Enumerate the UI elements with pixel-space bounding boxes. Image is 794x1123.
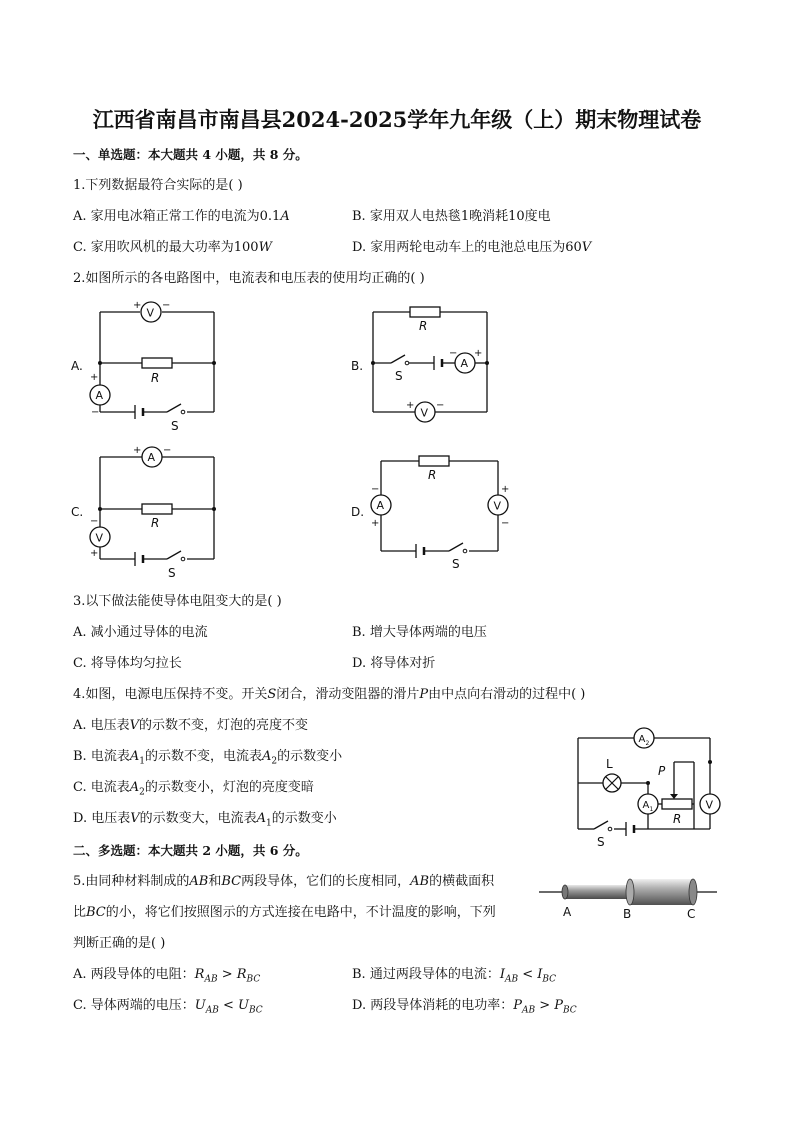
q5-d-symbol1: P bbox=[513, 998, 522, 1013]
q5-b-sub2: BC bbox=[542, 974, 557, 985]
switch-label: S bbox=[171, 419, 179, 433]
minus-sign: − bbox=[501, 518, 510, 529]
q5-d-sub2: BC bbox=[563, 1005, 577, 1016]
resistor-label: R bbox=[428, 468, 437, 482]
q1-option-d[interactable] bbox=[352, 240, 591, 256]
ammeter-symbol: A bbox=[376, 499, 385, 512]
q1-stem: 1.下列数据最符合实际的是( ) bbox=[73, 178, 243, 193]
q5-l1-part2: 和 bbox=[208, 874, 222, 889]
ammeter-symbol: A bbox=[147, 451, 156, 464]
q2-circuit-d[interactable] bbox=[345, 448, 515, 573]
plus-sign: + bbox=[501, 484, 510, 495]
q4-d-part3: 的示数变小 bbox=[271, 811, 337, 826]
q4-b-sub1: 1 bbox=[139, 756, 145, 767]
resistor-label: R bbox=[151, 371, 160, 385]
q4-option-c[interactable] bbox=[73, 780, 314, 801]
q4-stem-switch: S bbox=[267, 687, 277, 702]
minus-sign: − bbox=[371, 484, 380, 495]
q4-option-d[interactable] bbox=[73, 811, 337, 832]
q1-d-unit: V bbox=[581, 240, 592, 255]
q4-a-part2: 的示数不变，灯泡的亮度不变 bbox=[139, 718, 309, 733]
q5-b-symbol1: I bbox=[499, 967, 505, 982]
q3-option-b[interactable]: B. 增大导体两端的电压 bbox=[352, 625, 487, 640]
switch-label: S bbox=[597, 835, 605, 849]
q4-a-part1: A. 电压表 bbox=[73, 718, 130, 733]
minus-sign: − bbox=[436, 400, 445, 411]
q4-b-ammeter1: A bbox=[129, 749, 140, 764]
q1-d-text: D. 家用两轮电动车上的电池总电压为 bbox=[352, 240, 566, 255]
q1-a-unit: A bbox=[280, 209, 290, 224]
voltmeter-symbol: V bbox=[420, 406, 429, 420]
q4-d-part1: D. 电压表 bbox=[73, 811, 131, 826]
resistor-icon bbox=[419, 456, 449, 466]
plus-sign: + bbox=[133, 300, 142, 311]
q5-l1-part3: 两段导体，它们的长度相同， bbox=[241, 874, 411, 889]
q4-d-sub: 1 bbox=[266, 818, 272, 829]
q4-d-voltmeter: V bbox=[130, 811, 140, 826]
q5-stem-line1 bbox=[73, 874, 494, 890]
q1-a-text: A. 家用电冰箱正常工作的电流为 bbox=[73, 209, 260, 224]
q5-l2-part2: 的小，将它们按照图示的方式连接在电路中，不计温度的影响，下列 bbox=[105, 905, 496, 920]
ammeter-a1-symbol: A bbox=[642, 800, 650, 811]
q5-stem-line3: 判断正确的是( ) bbox=[73, 936, 166, 951]
resistor-icon bbox=[142, 358, 172, 368]
q5-option-d[interactable] bbox=[352, 998, 577, 1019]
q5-option-c[interactable] bbox=[73, 998, 263, 1019]
q1-d-value: 60 bbox=[565, 240, 582, 255]
q3-option-a[interactable]: A. 减小通过导体的电流 bbox=[73, 625, 208, 640]
q1-b-rest: 晚消耗 bbox=[469, 209, 509, 224]
q5-c-symbol2: U bbox=[238, 998, 249, 1013]
q1-option-a[interactable] bbox=[73, 209, 290, 225]
q5-l2-part1: 比 bbox=[73, 905, 87, 920]
q1-b-rest2: 度电 bbox=[524, 209, 551, 224]
q4-circuit-figure bbox=[570, 724, 730, 852]
q1-option-b[interactable] bbox=[352, 209, 551, 225]
switch-label: S bbox=[452, 557, 460, 571]
q4-c-ammeter: A bbox=[129, 780, 140, 795]
slider-label: P bbox=[658, 764, 666, 778]
minus-sign: − bbox=[90, 516, 99, 527]
q1-c-text: C. 家用吹风机的最大功率为 bbox=[73, 240, 234, 255]
q4-c-sub: 2 bbox=[139, 787, 145, 798]
q5-c-symbol1: U bbox=[194, 998, 206, 1013]
q5-d-text: D. 两段导体消耗的电功率： bbox=[352, 998, 514, 1013]
page-title: 江西省南昌市南昌县2024-2025学年九年级（上）期末物理试卷 bbox=[92, 107, 702, 132]
q1-c-unit: W bbox=[258, 240, 272, 255]
switch-label: S bbox=[168, 566, 176, 580]
q5-a-sub1: AB bbox=[204, 974, 218, 985]
q4-d-part2: 的示数变大，电流表 bbox=[139, 811, 257, 826]
q2-circuit-a[interactable] bbox=[65, 296, 235, 436]
ammeter-a2-symbol: A bbox=[638, 734, 646, 745]
q5-option-b[interactable] bbox=[352, 967, 556, 988]
plus-sign: + bbox=[371, 518, 380, 529]
q1-c-value: 100 bbox=[233, 240, 259, 255]
rheostat-icon bbox=[662, 799, 692, 809]
q4-stem-part1: 4.如图，电源电压保持不变。开关 bbox=[73, 687, 268, 702]
q5-l1-ab: AB bbox=[189, 874, 209, 889]
q5-d-symbol2: P bbox=[554, 998, 564, 1013]
q5-a-symbol2: R bbox=[236, 967, 247, 982]
q5-c-text: C. 导体两端的电压： bbox=[73, 998, 195, 1013]
rheostat-label: R bbox=[673, 812, 682, 826]
plus-sign: + bbox=[133, 445, 142, 456]
q5-l2-bc: BC bbox=[86, 905, 106, 920]
q3-option-c[interactable]: C. 将导体均匀拉长 bbox=[73, 656, 182, 671]
q3-option-d[interactable]: D. 将导体对折 bbox=[352, 656, 436, 671]
q1-a-value: 0.1 bbox=[259, 209, 281, 224]
q3-stem: 3.以下做法能使导体电阻变大的是( ) bbox=[73, 594, 282, 609]
q4-b-sub2: 2 bbox=[271, 756, 278, 767]
q4-b-ammeter2: A bbox=[261, 749, 272, 764]
q2-circuit-b[interactable] bbox=[345, 296, 515, 426]
section-heading-multiple-choice: 二、多选题：本大题共 2 小题，共 6 分。 bbox=[73, 843, 308, 858]
resistor-label: R bbox=[151, 516, 160, 530]
plus-sign: + bbox=[474, 348, 483, 359]
minus-sign: − bbox=[91, 407, 100, 418]
point-a-label: A bbox=[563, 905, 572, 919]
plus-sign: + bbox=[406, 400, 415, 411]
section-heading-single-choice: 一、单选题：本大题共 4 小题，共 8 分。 bbox=[73, 147, 308, 162]
resistor-label: R bbox=[419, 319, 428, 333]
q2-circuit-c[interactable] bbox=[65, 442, 235, 582]
switch-label: S bbox=[395, 369, 403, 383]
q5-l1-part1: 5.由同种材料制成的 bbox=[73, 874, 190, 889]
minus-sign: − bbox=[449, 348, 458, 359]
q5-conductor-figure bbox=[535, 872, 725, 922]
q1-option-c[interactable] bbox=[73, 240, 272, 256]
q5-c-operator: < bbox=[218, 998, 239, 1013]
minus-sign: − bbox=[163, 445, 172, 456]
q5-l1-bc: BC bbox=[221, 874, 242, 889]
q5-b-sub1: AB bbox=[504, 974, 519, 985]
q1-b-value: 1 bbox=[460, 209, 470, 224]
q4-stem-part3: 由中点向右滑动的过程中( ) bbox=[428, 687, 586, 702]
q4-b-part3: 的示数变小 bbox=[277, 749, 343, 764]
q5-option-a[interactable] bbox=[73, 967, 260, 988]
plus-sign: + bbox=[90, 548, 99, 559]
q4-c-part2: 的示数变小，灯泡的亮度变暗 bbox=[144, 780, 314, 795]
minus-sign: − bbox=[162, 300, 171, 311]
conductor-bc-icon bbox=[630, 879, 693, 905]
q5-b-symbol2: I bbox=[537, 967, 543, 982]
q5-stem-line2 bbox=[73, 905, 496, 921]
q4-a-voltmeter: V bbox=[129, 718, 140, 733]
plus-sign: + bbox=[90, 372, 99, 383]
lamp-label: L bbox=[606, 757, 613, 771]
q5-d-sub1: AB bbox=[521, 1005, 536, 1016]
ammeter-a2-sub: 2 bbox=[645, 740, 650, 747]
q4-c-part1: C. 电流表 bbox=[73, 780, 130, 795]
conductor-ab-icon bbox=[565, 885, 630, 899]
q4-d-ammeter: A bbox=[256, 811, 267, 826]
q5-c-sub1: AB bbox=[205, 1005, 219, 1016]
q5-l1-ab2: AB bbox=[410, 874, 430, 889]
q5-b-text: B. 通过两段导体的电流： bbox=[352, 967, 500, 982]
q2-label-d: D. bbox=[351, 505, 365, 519]
q5-b-operator: < bbox=[518, 967, 538, 982]
q4-stem-part2: 闭合，滑动变阻器的滑片 bbox=[276, 687, 420, 702]
q4-b-part2: 的示数不变，电流表 bbox=[144, 749, 262, 764]
point-b-label: B bbox=[623, 907, 632, 921]
ammeter-symbol: A bbox=[95, 389, 104, 402]
q5-a-sub2: BC bbox=[246, 974, 261, 985]
q2-label-c: C. bbox=[71, 505, 84, 519]
q4-stem-slider: P bbox=[419, 687, 429, 702]
resistor-icon bbox=[142, 504, 172, 514]
point-c-label: C bbox=[687, 907, 696, 921]
q5-a-operator: > bbox=[217, 967, 237, 982]
resistor-icon bbox=[410, 307, 440, 317]
q2-label-b: B. bbox=[351, 359, 364, 373]
q5-d-operator: > bbox=[535, 998, 555, 1013]
q2-label-a: A. bbox=[71, 359, 83, 373]
q1-b-text: B. 家用双人电热毯 bbox=[352, 209, 461, 224]
voltmeter-symbol: V bbox=[705, 798, 714, 812]
q5-c-sub2: BC bbox=[248, 1005, 263, 1016]
voltmeter-symbol: V bbox=[146, 306, 155, 320]
voltmeter-symbol: V bbox=[493, 499, 502, 513]
ammeter-a1-sub: 1 bbox=[649, 806, 654, 813]
q4-option-a[interactable] bbox=[73, 718, 308, 734]
q5-a-text: A. 两段导体的电阻： bbox=[73, 967, 195, 982]
q4-option-b[interactable] bbox=[73, 749, 342, 770]
q5-a-symbol1: R bbox=[194, 967, 205, 982]
q2-stem: 2.如图所示的各电路图中，电流表和电压表的使用均正确的( ) bbox=[73, 271, 425, 286]
q4-stem bbox=[73, 687, 585, 703]
voltmeter-symbol: V bbox=[95, 531, 104, 545]
ammeter-symbol: A bbox=[460, 357, 469, 370]
q1-b-value2: 10 bbox=[508, 209, 525, 224]
q4-b-part1: B. 电流表 bbox=[73, 749, 130, 764]
q5-l1-part4: 的横截面积 bbox=[429, 874, 495, 889]
